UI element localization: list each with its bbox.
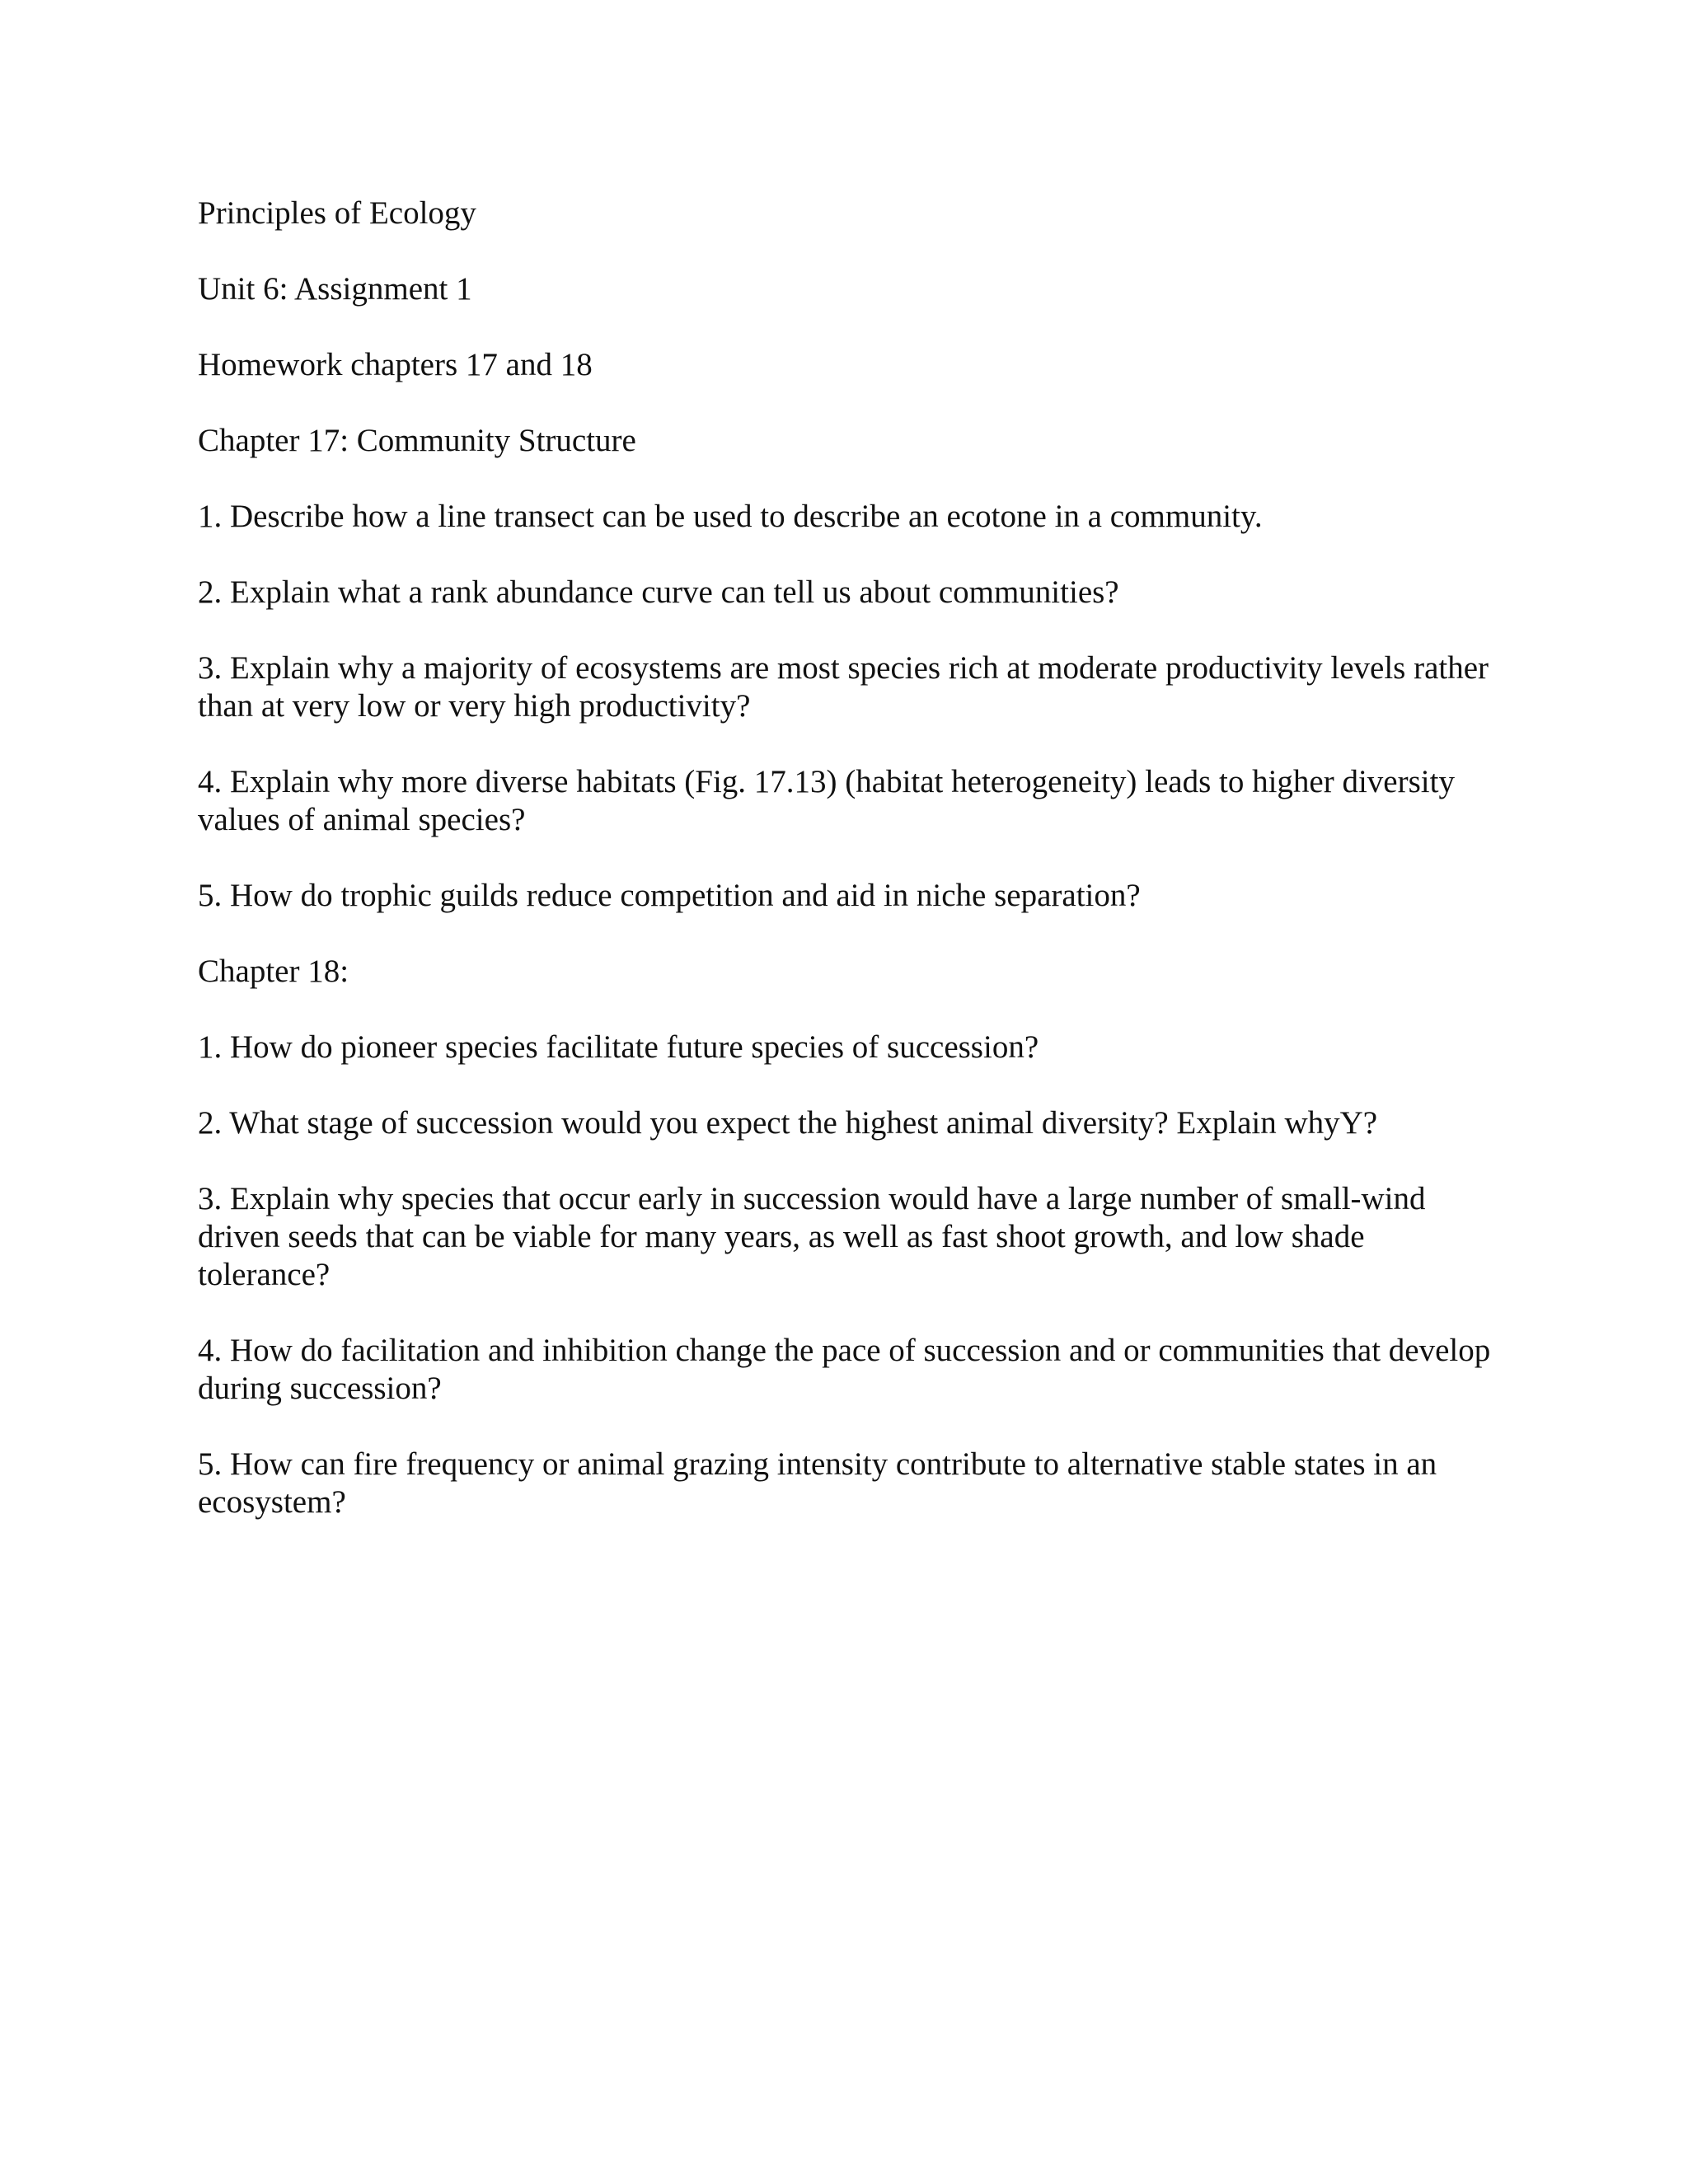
question-text: Explain why more diverse habitats (Fig. 17.13) (habitat heterogeneity) leads to higher diversity values of animal species? [198, 764, 1455, 837]
question-ch18-2 [198, 1104, 1492, 1142]
section-heading-chapter-18: Chapter 18: [198, 954, 349, 989]
question-number: 3. [198, 1181, 223, 1216]
question-text: How do trophic guilds reduce competition and aid in niche separation? [230, 878, 1141, 913]
question-text: What stage of succession would you expect the highest animal diversity? Explain whyY? [229, 1105, 1378, 1141]
question-number: 5. [198, 878, 223, 913]
question-number: 5. [198, 1446, 223, 1482]
question-ch17-1 [198, 498, 1492, 536]
question-text: Explain why species that occur early in succession would have a large number of small-wind driven seeds that can be viable for many years, as well as fast shoot growth, and low shade tolerance? [198, 1181, 1426, 1292]
section-heading-chapter-17: Chapter 17: Community Structure [198, 423, 636, 458]
question-text: Explain why a majority of ecosystems are most species rich at moderate productivity levels rather than at very low or very high productivity? [198, 650, 1489, 724]
question-number: 2. [198, 574, 223, 610]
assignment-title: Unit 6: Assignment 1 [198, 271, 472, 307]
course-title: Principles of Ecology [198, 195, 476, 231]
homework-line: Homework chapters 17 and 18 [198, 347, 593, 382]
question-ch17-3 [198, 649, 1492, 725]
question-number: 4. [198, 1333, 223, 1368]
question-number: 4. [198, 764, 223, 799]
question-number: 3. [198, 650, 223, 686]
question-text: How do pioneer species facilitate future species of succession? [230, 1029, 1039, 1065]
question-ch18-5 [198, 1446, 1492, 1521]
question-number: 1. [198, 499, 223, 534]
question-ch17-2 [198, 574, 1492, 612]
question-number: 2. [198, 1105, 223, 1141]
question-number: 1. [198, 1029, 223, 1065]
question-ch17-5 [198, 877, 1492, 915]
document-body [198, 194, 1492, 1559]
question-text: Explain what a rank abundance curve can tell us about communities? [230, 574, 1119, 610]
question-text: How do facilitation and inhibition change the pace of succession and or communities that develop during succession? [198, 1333, 1491, 1406]
question-ch18-3 [198, 1180, 1492, 1294]
question-text: Describe how a line transect can be used to describe an ecotone in a community. [230, 499, 1263, 534]
question-ch17-4 [198, 763, 1492, 839]
question-text: How can fire frequency or animal grazing intensity contribute to alternative stable states in an ecosystem? [198, 1446, 1437, 1520]
question-ch18-1 [198, 1029, 1492, 1066]
question-ch18-4 [198, 1332, 1492, 1408]
